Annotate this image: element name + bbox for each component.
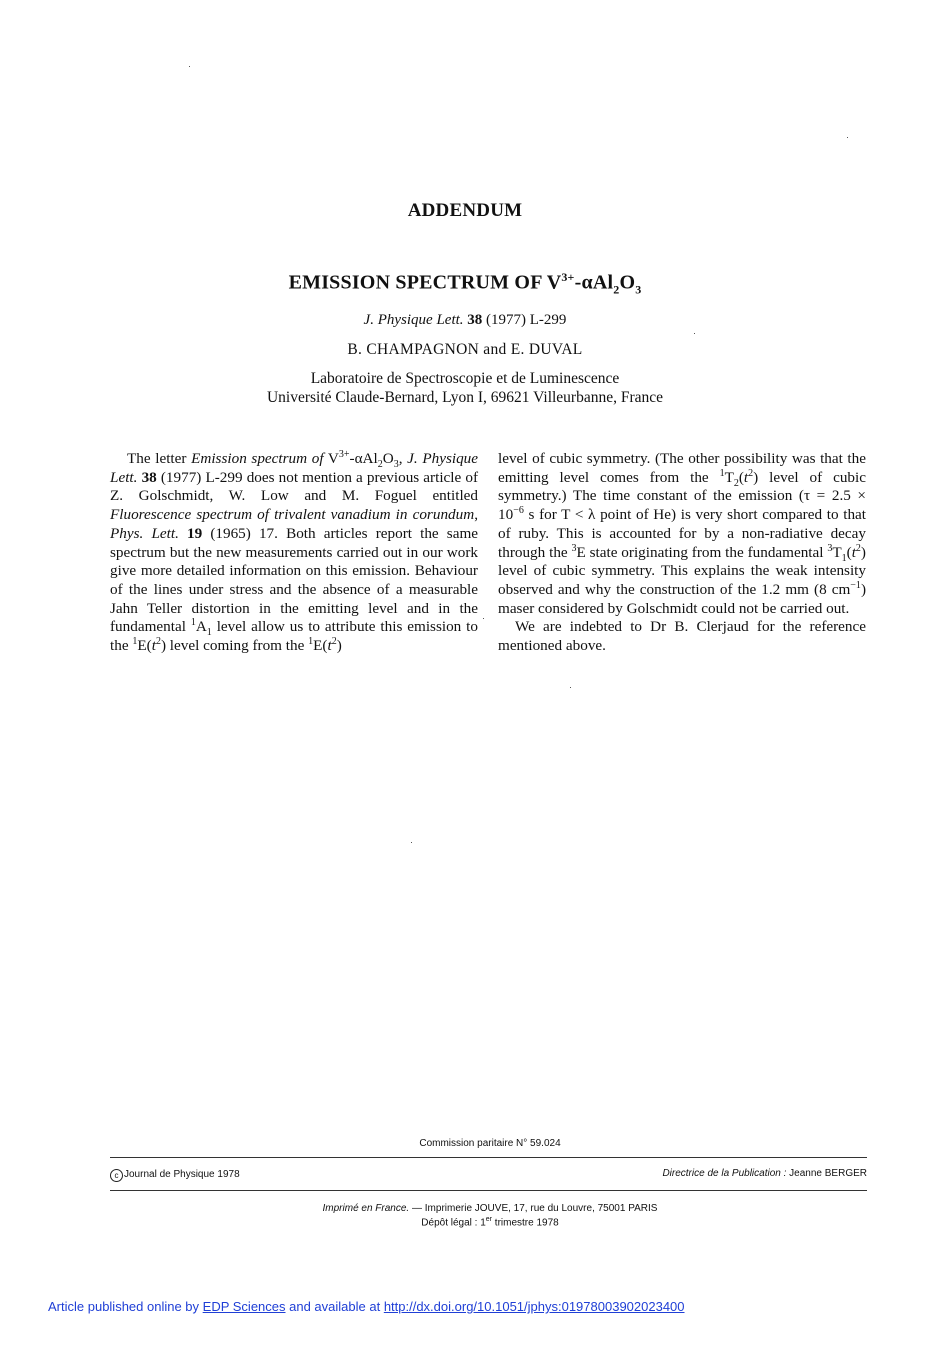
paragraph: level of cubic symmetry. (The other possibility was that the emitting level comes from the $^1T_2(t^2)$ level of cubic symmetry.) The time constant of the emission ($\tau = 2.5 \times 10^{-6}$ s for T < λ point of He) is very short compared to that of ruby. This is accounted for by a non-radiative decay through the $^3$E state originating from the fundamental $^3T_1(t^2)$ level of cubic symmetry. This explains the weak intensity observed and why the construction of the 1.2 mm (8 $cm^{-1}$) maser considered by Golschmidt could not be carried out. [498,450,866,617]
printer-info: Imprimé en France. — Imprimerie JOUVE, 17, rue du Louvre, 75001 PARIS [322,1203,658,1214]
scan-speck [411,842,412,843]
scan-speck [694,333,695,334]
scan-speck [483,618,484,619]
section-heading: ADDENDUM [407,200,523,221]
footer-divider-2 [110,1190,867,1191]
scan-speck [570,687,571,688]
body-column-left [110,450,478,656]
commission-paritaire: Commission paritaire N° 59.024 [419,1138,561,1149]
published-online-notice: Article published online by EDP Sciences and available at http://dx.doi.org/10.1051/jphys:01978003902023400 [48,1299,685,1314]
paragraph: We are indebted to Dr B. Clerjaud for the reference mentioned above. [498,618,866,655]
affiliation-line-1: Laboratoire de Spectroscopie et de Luminescence [310,370,620,387]
publication-director: Directrice de la Publication : Jeanne BERGER [662,1168,867,1179]
copyright-icon: c [110,1169,123,1182]
edp-sciences-link[interactable]: EDP Sciences [202,1299,286,1314]
article-title: EMISSION SPECTRUM OF $V^{3+}-\alpha Al_2O_3$ [288,270,642,297]
doi-link[interactable]: http://dx.doi.org/10.1051/jphys:01978003902023400 [383,1299,685,1314]
footer-divider [110,1157,867,1158]
affiliation-line-2: Université Claude-Bernard, Lyon I, 69621 Villeurbanne, France [266,389,664,406]
legal-deposit: Dépôt légal : 1er trimestre 1978 [421,1216,559,1229]
paragraph: The letter Emission spectrum of $V^{3+}-\alpha Al_2O_3$, J. Physique Lett. 38 (1977) L-299 does not mention a previous article of Z. Golschmidt, W. Low and M. Foguel entitled Fluorescence spectrum of trivalent vanadium in corundum, Phys. Lett. 19 (1965) 17. Both articles report the same spectrum but the new measurements carried out in our work give more detailed information on this emission. Behaviour of the lines under stress and the absence of a measurable Jahn Teller distortion in the emitting level and in the fundamental $^1A_1$ level allow us to attribute this emission to the $^1E(t^2)$ level coming from the $^1E(t^2)$ [110,448,479,655]
authors: B. CHAMPAGNON and E. DUVAL [347,341,583,358]
scan-speck [847,137,848,138]
scan-speck [189,66,190,67]
copyright: c Journal de Physique 1978 [110,1169,240,1182]
journal-reference: J. Physique Lett. 38 (1977) L-299 [363,312,567,328]
body-column-right [498,450,866,656]
